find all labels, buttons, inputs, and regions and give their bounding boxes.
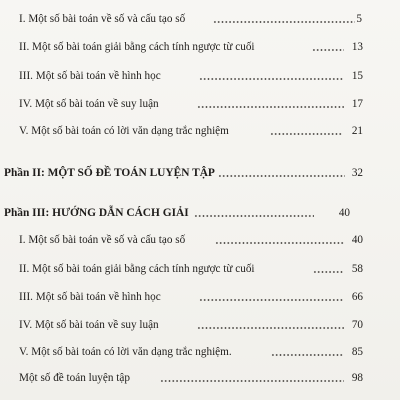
toc-entry-page: 13: [351, 41, 363, 53]
toc-entry: [0, 232, 400, 248]
toc-entry-title: V. Một số bài toán có lời văn dạng trắc nghiệm.: [19, 346, 232, 358]
toc-leader-dots: [197, 327, 344, 329]
toc-entry: [0, 261, 400, 277]
toc-entry: [0, 96, 400, 112]
toc-leader-dots: [197, 106, 344, 108]
toc-entry: [0, 317, 400, 333]
toc-entry-title: I. Một số bài toán về số và cấu tạo số: [19, 234, 186, 246]
toc-entry: [0, 289, 400, 305]
toc-entry-page: 40: [338, 207, 350, 219]
toc-entry-title: IV. Một số bài toán về suy luận: [19, 98, 159, 110]
toc-entry-title: IV. Một số bài toán về suy luận: [19, 319, 159, 331]
toc-entry: [0, 11, 400, 27]
toc-entry-page: 17: [351, 98, 363, 110]
toc-entry-page: 58: [351, 263, 363, 275]
toc-entry-page: 98: [351, 372, 363, 384]
toc-entry: [0, 39, 400, 55]
toc-entry-page: 66: [351, 291, 363, 303]
toc-entry-title: II. Một số bài toán giải bằng cách tính ngược từ cuối: [19, 41, 255, 53]
toc-entry-page: 32: [351, 167, 363, 179]
toc-entry-title: Phần II: MỘT SỐ ĐỀ TOÁN LUYỆN TẬP: [4, 167, 215, 179]
toc-entry: [0, 344, 400, 360]
toc-entry-title: III. Một số bài toán về hình học: [19, 291, 161, 303]
toc-entry-page: 5: [356, 13, 362, 25]
toc-entry-title: I. Một số bài toán về số và cấu tạo số: [19, 13, 186, 25]
toc-part-heading: [0, 165, 400, 181]
toc-entry-page: 40: [351, 234, 363, 246]
toc-entry: [0, 123, 400, 139]
toc-entry-title: III. Một số bài toán về hình học: [19, 70, 161, 82]
toc-entry-title: V. Một số bài toán có lời văn dạng trắc nghiệm: [19, 125, 229, 137]
toc-leader-dots: [194, 215, 314, 217]
toc-entry-page: 70: [351, 319, 363, 331]
toc-leader-dots: [160, 380, 344, 382]
toc-entry-title: Một số đề toán luyện tập: [19, 372, 130, 384]
toc-entry-title: II. Một số bài toán giải bằng cách tính ngược từ cuối: [19, 263, 255, 275]
toc-entry-page: 21: [351, 125, 363, 137]
toc-entry-page: 85: [351, 346, 363, 358]
toc-entry-title: Phần III: HƯỚNG DẪN CÁCH GIẢI: [4, 207, 189, 219]
toc-part-heading: [0, 205, 400, 221]
toc-entry: [0, 68, 400, 84]
toc-entry: [0, 370, 400, 386]
toc-entry-page: 15: [351, 70, 363, 82]
